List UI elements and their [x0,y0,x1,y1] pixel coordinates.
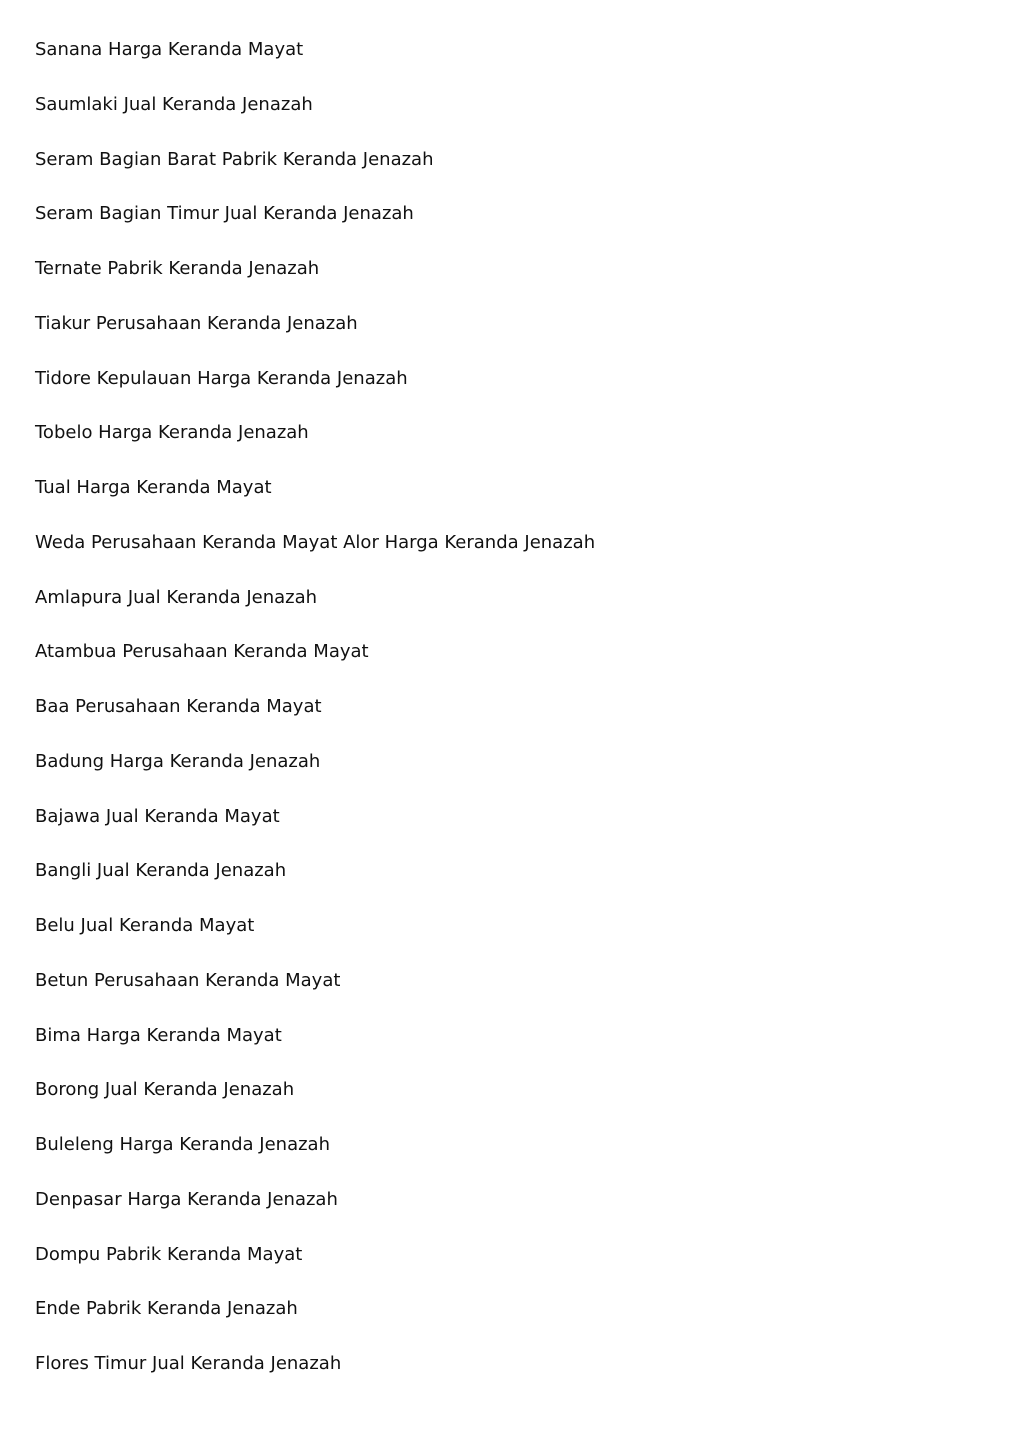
text-line: Amlapura Jual Keranda Jenazah [35,586,318,608]
text-line: Bajawa Jual Keranda Mayat [35,805,280,827]
text-line: Baa Perusahaan Keranda Mayat [35,696,322,717]
text-line: Tobelo Harga Keranda Jenazah [35,422,309,444]
text-line: Flores Timur Jual Keranda Jenazah [35,1353,342,1374]
text-line: Tual Harga Keranda Mayat [35,477,272,498]
text-line: Weda Perusahaan Keranda Mayat Alor Harga Keranda Jenazah [35,531,596,553]
text-line: Tidore Kepulauan Harga Keranda Jenazah [35,367,408,389]
text-line: Borong Jual Keranda Jenazah [35,1079,295,1101]
text-line: Atambua Perusahaan Keranda Mayat [35,641,369,663]
document-text-list [35,37,595,1406]
text-line: Ternate Pabrik Keranda Jenazah [35,258,320,279]
text-line: Seram Bagian Barat Pabrik Keranda Jenazah [35,148,434,170]
text-line: Belu Jual Keranda Mayat [35,915,255,936]
text-line: Betun Perusahaan Keranda Mayat [35,969,341,991]
text-line: Seram Bagian Timur Jual Keranda Jenazah [35,203,414,225]
text-line: Saumlaki Jual Keranda Jenazah [35,93,313,115]
text-line: Badung Harga Keranda Jenazah [35,750,321,772]
text-line: Tiakur Perusahaan Keranda Jenazah [35,312,358,334]
text-line: Ende Pabrik Keranda Jenazah [35,1298,298,1320]
text-line: Denpasar Harga Keranda Jenazah [35,1188,338,1210]
text-line: Buleleng Harga Keranda Jenazah [35,1134,330,1155]
text-line: Bima Harga Keranda Mayat [35,1024,282,1046]
text-line: Bangli Jual Keranda Jenazah [35,860,287,882]
text-line: Dompu Pabrik Keranda Mayat [35,1243,303,1265]
text-line: Sanana Harga Keranda Mayat [35,39,304,60]
